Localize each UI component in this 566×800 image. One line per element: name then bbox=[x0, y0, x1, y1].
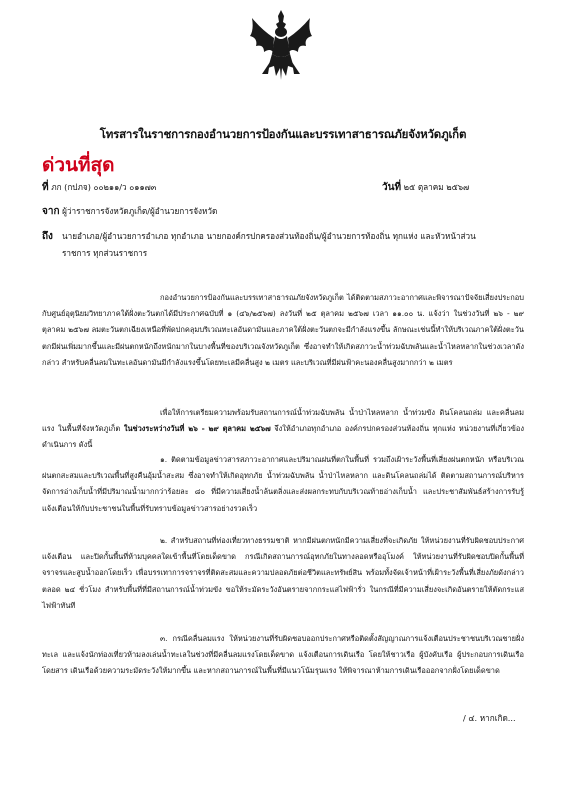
body-item-2 bbox=[42, 533, 524, 614]
document-title: โทรสารในราชการกองอำนวยการป้องกันและบรรเทาสาธารณภัยจังหวัดภูเก็ต bbox=[99, 127, 467, 141]
paragraph-text: ๓. กรณีคลื่นลมแรง ให้หน่วยงานที่รับผิดชอบออกประกาศหรือติดตั้งสัญญาณการแจ้งเตือนประชาชนบริเวณชายฝั่งทะเล และแจ้งนักท่องเที่ยวห้ามลงเล่นน้ำทะเลในช่วงที่มีคลื่นลมแรงโดยเด็ดขาด แจ้งเตือนการเดินเรือ โดยให้ชาวเรือ ผู้บังคับเรือ ผู้ประกอบการเดินเรือโดยสาร เดินเรือด้วยความระมัดระวังให้มากขึ้น และหากสถานการณ์ในพื้นที่มีแนวโน้มรุนแรง ให้พิจารณาห้ามการเดินเรือออกจากฝั่งโดยเด็ดขาด bbox=[42, 634, 524, 676]
body-paragraph-1 bbox=[42, 290, 524, 371]
to-label: ถึง bbox=[42, 231, 53, 242]
paragraph-text: เพื่อให้การเตรียมความพร้อมรับสถานการณ์น้ำท่วมฉับพลัน น้ำป่าไหลหลาก น้ำท่วมขัง ดินโคลนถล่ม และคลื่นลมแรง ในพื้นที่จังหวัดภูเก็ต bbox=[42, 408, 524, 434]
body-item-1 bbox=[42, 452, 524, 517]
paragraph-text: ๑. ติดตามข้อมูลข่าวสารสภาวะอากาศและปริมาณฝนที่ตกในพื้นที่ รวมถึงเฝ้าระวังพื้นที่เสี่ยงฝนตกหนัก หรือบริเวณฝนตกสะสมและบริเวณพื้นที่สูงคืนอุ้มน้ำสะสม ซึ่งอาจทำให้เกิดอุทกภัย น้ำท่วมฉับพลัน น้ำป่าไหลหลาก และดินโคลนถล่มได้ ติดตามสถานการณ์บริหารจัดการอ่างเก็บน้ำที่มีปริมาณน้ำมากกว่าร้อยละ ๘๐ ที่มีความเสี่ยงน้ำล้นตลิ่งและส่งผลกระทบกับบริเวณท้ายอ่างเก็บน้ำ และประชาสัมพันธ์สร้างการรับรู้ แจ้งเตือนให้กับประชาชนในพื้นที่รับทราบข้อมูลข่าวสารอย่างรวดเร็ว bbox=[42, 455, 524, 513]
paragraph-text: ๒. สำหรับสถานที่ท่องเที่ยวทางธรรมชาติ หากมีฝนตกหนักมีความเสี่ยงที่จะเกิดภัย ให้หน่วยงานที่รับผิดชอบประกาศแจ้งเตือน และปิดกั้นพื้นที่ห้ามบุคคลใดเข้าพื้นที่โดยเด็ดขาด กรณีเกิดสถานการณ์อุทกภัยในทางลอดหรืออุโมงค์ ให้หน่วยงานที่รับผิดชอบปิดกั้นพื้นที่จราจรและสูบน้ำออกโดยเร็ว เพื่อบรรเทาการจราจรที่ติดสะสมและความปลอดภัยต่อชีวิตและทรัพย์สิน พร้อมทั้งจัดเจ้าหน้าที่เฝ้าระวังพื้นที่เสี่ยงภัยดังกล่าว ตลอด ๒๔ ชั่วโมง สำหรับพื้นที่ที่มีสถานการณ์น้ำท่วมขัง ขอให้ระมัดระวังอันตรายจากกระแสไฟฟ้ารั่ว ในกรณีที่มีความเสี่ยงจะเกิดอันตรายให้ตัดกระแสไฟฟ้าทันที bbox=[42, 536, 524, 610]
to-value: นายอำเภอ/ผู้อำนวยการอำเภอ ทุกอำเภอ นายกองค์กรปกครองส่วนท้องถิ่น/ผู้อำนวยการท้องถิ่น ทุกแห่ง และหัวหน้าส่วนราชการ ทุกส่วนราชการ bbox=[62, 231, 476, 258]
date-line bbox=[382, 180, 469, 195]
from-line bbox=[42, 204, 217, 219]
from-label: จาก bbox=[42, 206, 60, 217]
page-continuation: / ๔. หากเกิด... bbox=[463, 713, 516, 723]
body-item-3 bbox=[42, 631, 524, 680]
garuda-emblem bbox=[246, 8, 316, 88]
to-line bbox=[42, 228, 502, 262]
from-value: ผู้ว่าราชการจังหวัดภูเก็ต/ผู้อำนวยการจังหวัด bbox=[62, 206, 218, 216]
ref-label: ที่ bbox=[42, 182, 49, 193]
date-range-emphasis: ในช่วงระหว่างวันที่ ๒๖ - ๒๙ ตุลาคม ๒๕๖๗ bbox=[123, 424, 271, 434]
ref-number: ภก (กปภจ) ๐๐๒๑๑/ว ๐๑๑๗๓ bbox=[51, 182, 157, 192]
paragraph-text: จึงให้อำเภอทุกอำเภอ องค์กรปกครองส่วนท้องถิ่น ทุกแห่ง หน่วยงานที่เกี่ยวข้องดำเนินการ ดังนี้ bbox=[42, 424, 524, 450]
urgency-label: ด่วนที่สุด bbox=[42, 154, 115, 176]
body-paragraph-2 bbox=[42, 405, 524, 454]
paragraph-text: กองอำนวยการป้องกันและบรรเทาสาธารณภัยจังหวัดภูเก็ต ได้ติดตามสภาวะอากาศและพิจารณาปัจจัยเสี่ยงประกอบกับศูนย์อุตุนิยมวิทยาภาคใต้ฝั่งตะวันตกได้มีประกาศฉบับที่ ๑ (๔๖/๒๕๖๗) ลงวันที่ ๒๕ ตุลาคม ๒๕๖๗ เวลา ๑๑.๐๐ น. แจ้งว่า ในช่วงวันที่ ๒๖ - ๒๙ ตุลาคม ๒๕๖๗ ลมตะวันตกเฉียงเหนือที่พัดปกคลุมบริเวณทะเลอันดามันและภาคใต้ฝั่งตะวันตกจะมีกำลังแรงขึ้น ลักษณะเช่นนี้ทำให้บริเวณภาคใต้ฝั่งตะวันตกมีฝนเพิ่มมากขึ้นและมีฝนตกหนักถึงหนักมากในบางพื้นที่ของบริเวณจังหวัดภูเก็ต ซึ่งอาจทำให้เกิดสภาวะน้ำท่วมฉับพลันและน้ำไหลหลากในช่วงเวลาดังกล่าว สำหรับคลื่นลมในทะเลอันดามันมีกำลังแรงขึ้นโดยทะเลมีคลื่นสูง ๒ เมตร และบริเวณที่มีฝนฟ้าคะนองคลื่นสูงมากกว่า ๒ เมตร bbox=[42, 293, 524, 367]
date-value: ๒๕ ตุลาคม ๒๕๖๗ bbox=[403, 182, 470, 192]
date-label: วันที่ bbox=[382, 182, 402, 193]
reference-line bbox=[42, 180, 528, 195]
